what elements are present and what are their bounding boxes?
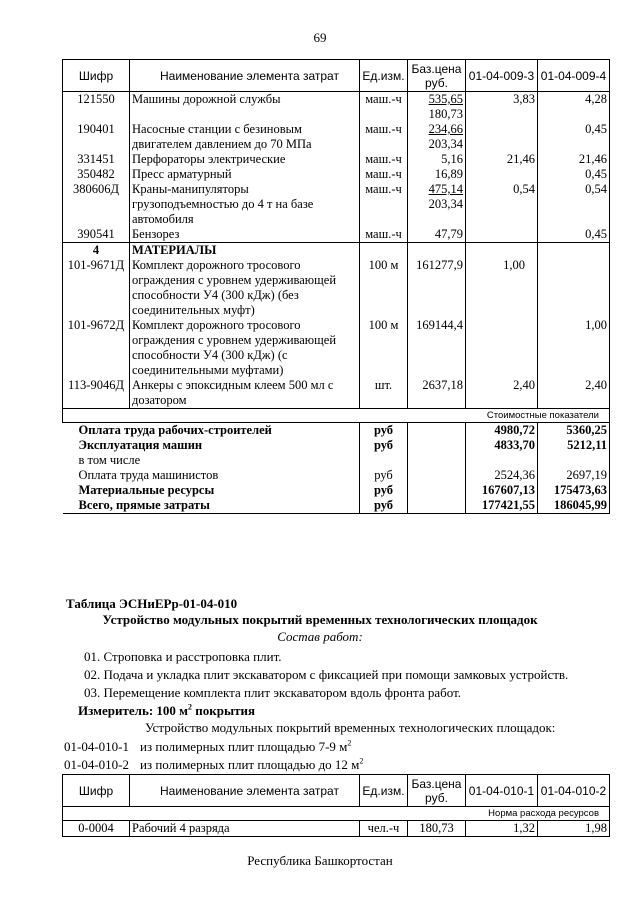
work-item: 02. Подача и укладка плит экскаватором с фиксацией при помощи замковых устройств. — [84, 667, 569, 682]
row-code: 0-0004 — [63, 821, 130, 837]
header-col-010-1: 01-04-010-1 — [466, 775, 538, 807]
row-price: 180,73 — [408, 821, 466, 837]
summary-row — [63, 498, 610, 514]
resource-table-010 — [62, 774, 610, 837]
row-value-1 — [466, 122, 538, 152]
table-row — [63, 378, 610, 409]
summary-value-1: 177421,55 — [466, 498, 538, 514]
summary-unit — [360, 453, 408, 468]
summary-value-1: 167607,13 — [466, 483, 538, 498]
summary-value-1: 4980,72 — [466, 423, 538, 439]
row-value-1: 3,83 — [466, 92, 538, 123]
table-row — [63, 258, 610, 318]
table-header-row — [63, 60, 610, 92]
row-price: 475,14 203,34 — [408, 182, 466, 227]
row-value-2: 1,98 — [538, 821, 610, 837]
summary-label: в том числе — [78, 453, 141, 467]
summary-value-2: 175473,63 — [538, 483, 610, 498]
row-code: 331451 — [63, 152, 130, 167]
header-unit: Ед.изм. — [360, 60, 408, 92]
summary-value-2: 2697,19 — [538, 468, 610, 483]
row-value-2 — [538, 258, 610, 318]
table-row — [63, 167, 610, 182]
row-name: Бензорез — [130, 227, 360, 243]
summary-label: Всего, прямые затраты — [63, 498, 360, 514]
variant-code: 01-04-010-2 — [64, 757, 129, 772]
work-header: Состав работ: — [277, 629, 363, 644]
row-value-2: 1,00 — [538, 318, 610, 378]
summary-value-2: 186045,99 — [538, 498, 610, 514]
table-row — [63, 318, 610, 378]
row-name: Рабочий 4 разряда — [130, 821, 360, 837]
row-value-1: 21,46 — [466, 152, 538, 167]
footer-region: Республика Башкортостан — [247, 853, 393, 868]
summary-label: Оплата труда рабочих-строителей — [78, 423, 272, 437]
table-row — [63, 122, 610, 152]
row-name: Комплект дорожного тросового ограждения с уровнем удерживающей способности У4 (300 кДж) (с соединительными муфтами) — [130, 318, 360, 378]
row-code: 380606Д — [63, 182, 130, 227]
table-row — [63, 182, 610, 227]
summary-unit: руб — [360, 498, 408, 514]
header-code: Шифр — [63, 60, 130, 92]
row-unit: 100 м — [360, 258, 408, 318]
row-unit: маш.-ч — [360, 122, 408, 152]
row-value-1: 2,40 — [466, 378, 538, 409]
row-unit: чел.-ч — [360, 821, 408, 837]
row-code: 101-9672Д — [63, 318, 130, 378]
work-item: 03. Перемещение комплекта плит экскаватором вдоль фронта работ. — [84, 685, 462, 700]
row-value-2: 0,45 — [538, 167, 610, 182]
header-name: Наименование элемента затрат — [130, 60, 360, 92]
summary-value-2 — [538, 453, 610, 468]
row-name: Машины дорожной службы — [130, 92, 360, 123]
row-name: Краны-манипуляторы грузоподъемностью до 4 т на базе автомобиля — [130, 182, 360, 227]
row-value-2: 21,46 — [538, 152, 610, 167]
meter-label: Измеритель: 100 $м^2$ покрытия — [78, 702, 256, 718]
summary-row — [63, 423, 610, 439]
row-value-1: 1,32 — [466, 821, 538, 837]
row-code: 390541 — [63, 227, 130, 243]
summary-unit: руб — [360, 423, 408, 439]
table-row — [63, 821, 610, 837]
header-col-010-2: 01-04-010-2 — [538, 775, 610, 807]
row-code: 190401 — [63, 122, 130, 152]
summary-row — [63, 483, 610, 498]
row-unit: маш.-ч — [360, 152, 408, 167]
row-unit: маш.-ч — [360, 92, 408, 123]
row-price: 234,66 203,34 — [408, 122, 466, 152]
summary-row — [63, 468, 610, 483]
row-unit: маш.-ч — [360, 182, 408, 227]
row-code: 121550 — [63, 92, 130, 123]
section-title: МАТЕРИАЛЫ — [130, 243, 360, 259]
row-value-1 — [466, 318, 538, 378]
row-unit: шт. — [360, 378, 408, 409]
row-price: 47,79 — [408, 227, 466, 243]
row-name: Комплект дорожного тросового ограждения с уровнем удерживающей способности У4 (300 кДж) (без соединительных муфт) — [130, 258, 360, 318]
row-value-2: 0,45 — [538, 122, 610, 152]
summary-unit: руб — [360, 483, 408, 498]
row-name: Анкеры с эпоксидным клеем 500 мл с дозатором — [130, 378, 360, 409]
row-value-2: 0,45 — [538, 227, 610, 243]
cost-indicators-band — [63, 409, 610, 423]
row-code: 113-9046Д — [63, 378, 130, 409]
row-name: Насосные станции с безиновым двигателем давлением до 70 МПа — [130, 122, 360, 152]
row-value-1: 1,00 — [466, 258, 538, 318]
row-unit: 100 м — [360, 318, 408, 378]
row-price: 535,65 180,73 — [408, 92, 466, 123]
row-price: 169144,4 — [408, 318, 466, 378]
section-header-row — [63, 243, 610, 259]
summary-value-1: 4833,70 — [466, 438, 538, 453]
row-value-2: 0,54 — [538, 182, 610, 227]
header-unit: Ед.изм. — [360, 775, 408, 807]
summary-label: Эксплуатация машин — [78, 438, 203, 452]
row-value-2: 2,40 — [538, 378, 610, 409]
summary-value-1: 2524,36 — [466, 468, 538, 483]
row-price: 16,89 — [408, 167, 466, 182]
row-name: Перфораторы электрические — [130, 152, 360, 167]
summary-row — [63, 453, 610, 468]
resource-table-009 — [62, 59, 610, 514]
variant-row: 01-04-010-1 из полимерных плит площадью 7-9 $м^2$ — [64, 738, 352, 754]
summary-value-2: 5360,25 — [538, 423, 610, 439]
summary-unit: руб — [360, 438, 408, 453]
row-price: 161277,9 — [408, 258, 466, 318]
header-code: Шифр — [63, 775, 130, 807]
row-price: 2637,18 — [408, 378, 466, 409]
table-row — [63, 227, 610, 243]
summary-value-1 — [466, 453, 538, 468]
summary-row — [63, 438, 610, 453]
summary-label: Материальные ресурсы — [78, 483, 215, 497]
band-label: Норма расхода ресурсов — [63, 807, 610, 821]
row-value-1 — [466, 227, 538, 243]
row-unit: маш.-ч — [360, 167, 408, 182]
summary-label: Оплата труда машинистов — [78, 468, 219, 482]
row-value-1 — [466, 167, 538, 182]
row-code: 101-9671Д — [63, 258, 130, 318]
row-unit: маш.-ч — [360, 227, 408, 243]
description: Устройство модульных покрытий временных технологических площадок: — [145, 720, 556, 735]
section-number: 4 — [63, 243, 130, 259]
row-value-2: 4,28 — [538, 92, 610, 123]
table-title: Таблица ЭСНиЕРр-01-04-010 — [66, 596, 238, 611]
table-subtitle: Устройство модульных покрытий временных технологических площадок — [102, 612, 538, 627]
band-label: Стоимостные показатели — [63, 409, 610, 423]
page-number: 69 — [313, 30, 327, 45]
table-row — [63, 152, 610, 167]
table-header-row — [63, 775, 610, 807]
header-col-009-4: 01-04-009-4 — [538, 60, 610, 92]
variant-code: 01-04-010-1 — [64, 739, 129, 754]
variant-row: 01-04-010-2 из полимерных плит площадью до 12 $м^2$ — [64, 756, 364, 772]
summary-unit: руб — [360, 468, 408, 483]
resource-norm-band — [63, 807, 610, 821]
header-price: Баз.цена руб. — [408, 775, 466, 807]
work-item: 01. Строповка и расстроповка плит. — [84, 649, 282, 664]
table-row — [63, 92, 610, 123]
header-col-009-3: 01-04-009-3 — [466, 60, 538, 92]
row-name: Пресс арматурный — [130, 167, 360, 182]
header-name: Наименование элемента затрат — [130, 775, 360, 807]
row-code: 350482 — [63, 167, 130, 182]
row-price: 5,16 — [408, 152, 466, 167]
header-price: Баз.цена руб. — [408, 60, 466, 92]
summary-value-2: 5212,11 — [538, 438, 610, 453]
row-value-1: 0,54 — [466, 182, 538, 227]
